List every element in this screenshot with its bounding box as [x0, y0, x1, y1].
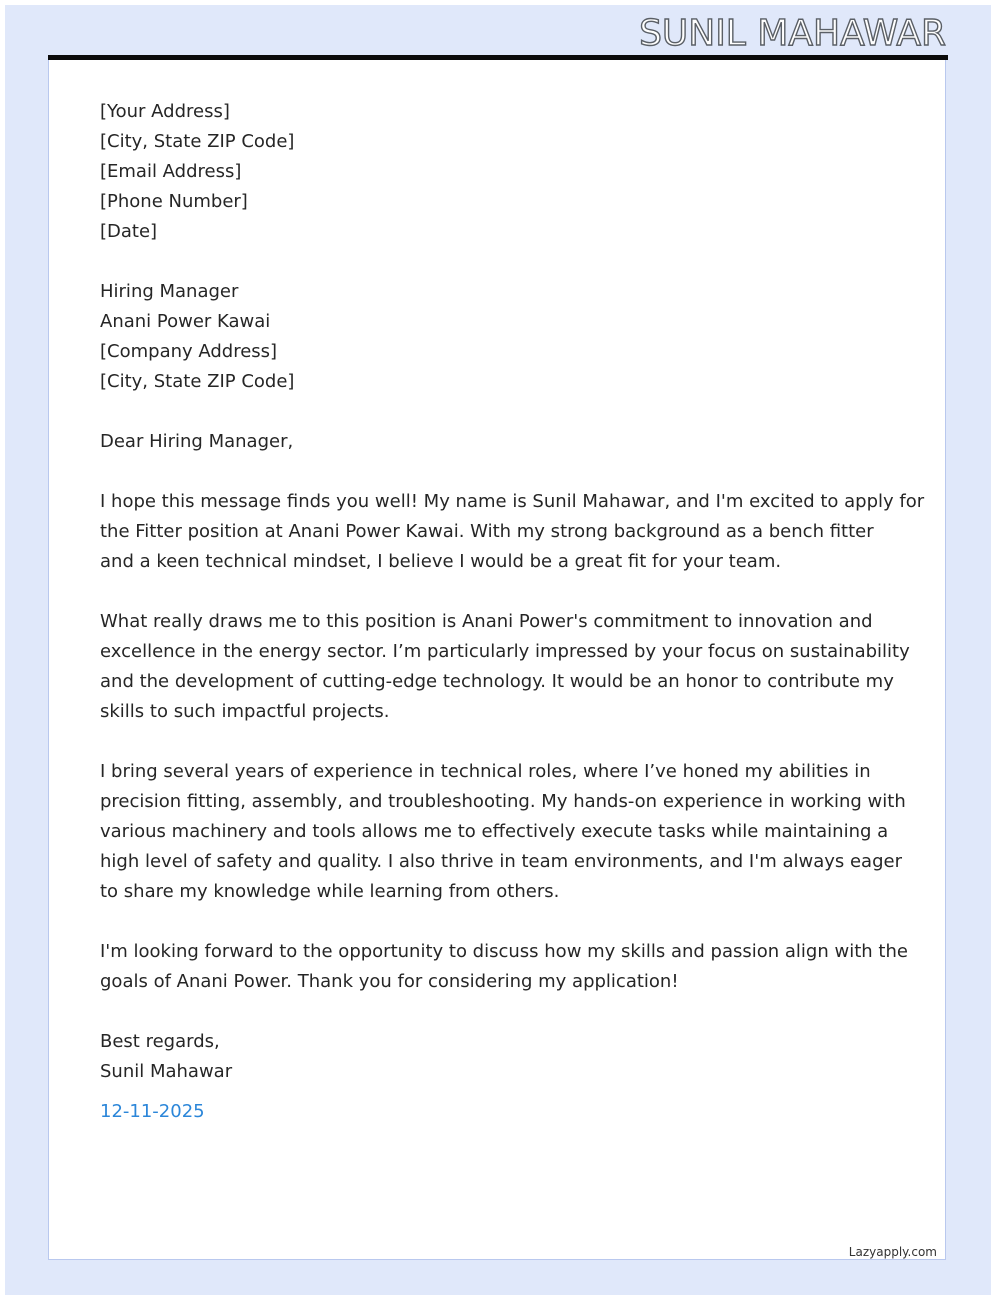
sender-block [100, 97, 900, 247]
recipient-address: [Company Address] [100, 341, 278, 362]
paragraph-line: and a keen technical mindset, I believe I would be a great fit for your team. [100, 551, 782, 572]
paragraph-line: I hope this message finds you well! My name is Sunil Mahawar, and I'm excited to apply for [100, 491, 925, 512]
footer-brand: Lazyapply.com [848, 1245, 937, 1259]
recipient-company: Anani Power Kawai [100, 311, 271, 332]
paragraph-line: to share my knowledge while learning from others. [100, 881, 560, 902]
spacer [100, 997, 900, 1027]
applicant-name-header: SUNIL MAHAWAR [639, 13, 946, 54]
paragraph-4 [100, 937, 908, 997]
paragraph-line: I'm looking forward to the opportunity to discuss how my skills and passion align with the [100, 941, 908, 962]
spacer [100, 397, 900, 427]
sender-address: [Your Address] [100, 101, 230, 122]
signature-name: Sunil Mahawar [100, 1061, 233, 1082]
closing-signoff: Best regards, [100, 1031, 220, 1052]
paragraph-line: and the development of cutting-edge technology. It would be an honor to contribute my [100, 671, 894, 692]
sender-city-state-zip: [City, State ZIP Code] [100, 131, 295, 152]
recipient-title: Hiring Manager [100, 281, 239, 302]
sender-phone: [Phone Number] [100, 191, 248, 212]
paragraph-line: I bring several years of experience in technical roles, where I’ve honed my abilities in [100, 761, 871, 782]
cover-letter-body [100, 97, 925, 1127]
spacer [100, 457, 900, 487]
sender-date: [Date] [100, 221, 158, 242]
paragraph-line: precision fitting, assembly, and troubleshooting. My hands-on experience in working with [100, 791, 906, 812]
spacer [100, 577, 900, 607]
spacer [100, 907, 900, 937]
salutation: Dear Hiring Manager, [100, 431, 294, 452]
letter-date: 12-11-2025 [100, 1101, 205, 1122]
paragraph-line: various machinery and tools allows me to effectively execute tasks while maintaining a [100, 821, 889, 842]
paragraph-line: excellence in the energy sector. I’m particularly impressed by your focus on sustainability [100, 641, 910, 662]
recipient-city-state-zip: [City, State ZIP Code] [100, 371, 295, 392]
paragraph-line: goals of Anani Power. Thank you for considering my application! [100, 971, 679, 992]
paragraph-2 [100, 607, 910, 727]
paragraph-line: high level of safety and quality. I also thrive in team environments, and I'm always eager [100, 851, 902, 872]
closing-block [100, 1027, 900, 1127]
paragraph-line: skills to such impactful projects. [100, 701, 390, 722]
paragraph-line: the Fitter position at Anani Power Kawai. With my strong background as a bench fitter [100, 521, 874, 542]
paragraph-line: What really draws me to this position is Anani Power's commitment to innovation and [100, 611, 873, 632]
spacer [100, 727, 900, 757]
paragraph-3 [100, 757, 906, 907]
sender-email: [Email Address] [100, 161, 242, 182]
recipient-block [100, 277, 900, 397]
paragraph-1 [100, 487, 925, 577]
spacer [100, 247, 900, 277]
